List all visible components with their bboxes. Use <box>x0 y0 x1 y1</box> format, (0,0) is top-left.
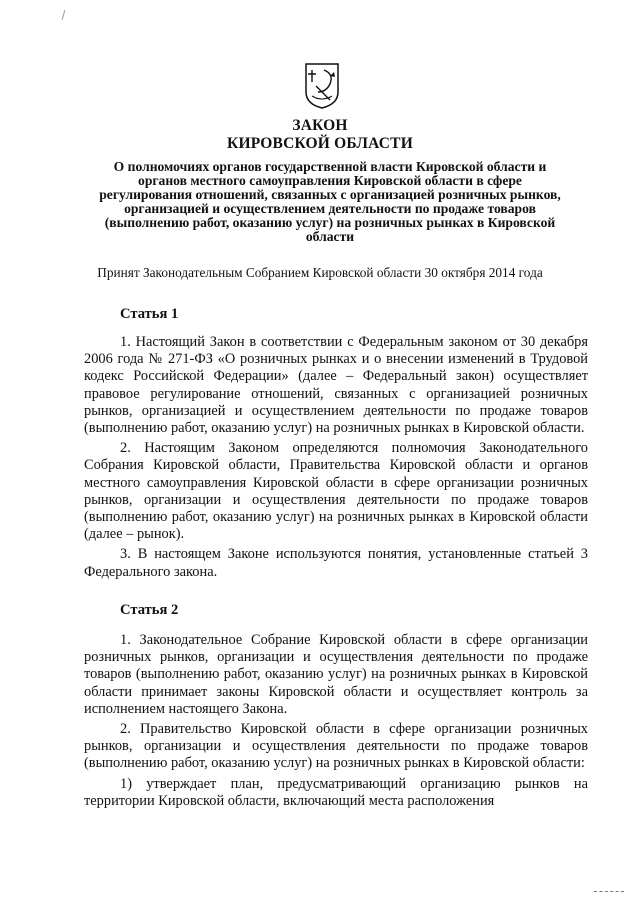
region-title: КИРОВСКОЙ ОБЛАСТИ <box>227 135 413 152</box>
article-1-paragraph-2: 2. Настоящим Законом определяются полномочия Законодательного Собрания Кировской области, Правительства Кировской области и органов местного самоуправления Кировской области в сфере организации розничных рынков, организации и осуществления деятельности по продаже товаров (выполнению работ, оказанию услуг) на розничных рынках в Кировской области (далее – рынок). <box>84 440 588 543</box>
coat-of-arms-emblem <box>304 62 340 110</box>
article-2-paragraph-1: 1. Законодательное Собрание Кировской области в сфере организации розничных рынков, организации и осуществления деятельности по продаже товаров (выполнению работ, оказанию услуг) на розничных рынках в Кировской области принимает законы Кировской области и осуществляет контроль за исполнением настоящего Закона. <box>84 632 588 717</box>
article-2-body <box>84 632 588 813</box>
article-1-heading: Статья 1 <box>120 306 179 322</box>
law-subject: О полномочиях органов государственной власти Кировской области и органов местного самоуправления Кировской области в сфере регулирования отношений, связанных с организацией розничных рынков, организацией и осуществлением деятельности по продаже товаров (выполнению работ, оказанию услуг) на розничных рынках в Кировской области <box>99 159 561 244</box>
article-1-paragraph-3: 3. В настоящем Законе используются понятия, установленные статьей 3 Федерального закона. <box>84 546 588 580</box>
article-1-paragraph-1: 1. Настоящий Закон в соответствии с Федеральным законом от 30 декабря 2006 года № 271-ФЗ «О розничных рынках и о внесении изменений в Трудовой кодекс Российской Федерации» (далее – Федеральный закон) осуществляет правовое регулирование отношений, связанных с организацией розничных рынков, организацией и осуществлением деятельности по продаже товаров (выполнению работ, оказанию услуг) на розничных рынках в Кировской области. <box>84 334 588 437</box>
article-2-heading: Статья 2 <box>120 602 179 618</box>
adoption-line: Принят Законодательным Собранием Кировской области 30 октября 2014 года <box>97 265 543 280</box>
article-2-paragraph-3: 1) утверждает план, предусматривающий организацию рынков на территории Кировской области, включающий места расположения <box>84 775 588 809</box>
article-2-paragraph-2: 2. Правительство Кировской области в сфере организации розничных рынков, организации и осуществления деятельности по продаже товаров (выполнению работ, оказанию услуг) на розничных рынках в Кировской области: <box>84 721 588 772</box>
scan-mark <box>62 10 66 20</box>
law-label: ЗАКОН <box>292 117 348 134</box>
article-1-body <box>84 334 588 584</box>
footer-dash <box>594 891 624 893</box>
